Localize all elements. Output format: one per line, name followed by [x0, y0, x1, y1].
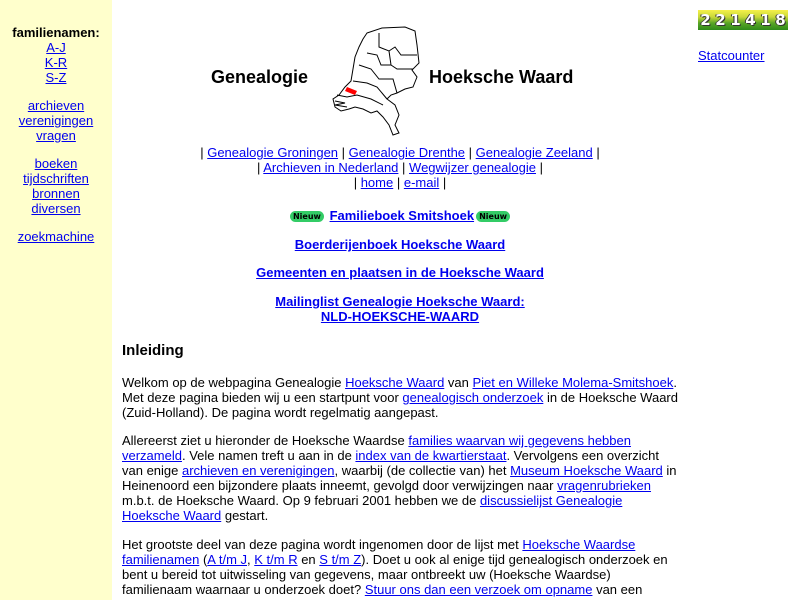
text: ,	[247, 552, 255, 567]
spacer	[0, 85, 112, 98]
sidebar-link-a-j[interactable]: A-J	[46, 40, 66, 55]
title-right: Hoeksche Waard	[429, 67, 574, 87]
text: . Met deze pagina bieden wij u een startpunt voor	[122, 375, 677, 405]
link-boerderijenboek[interactable]: Boerderijenboek Hoeksche Waard	[294, 237, 506, 252]
page-header	[202, 25, 622, 140]
separator: |	[396, 175, 404, 190]
link-a-tm-j[interactable]: A t/m J	[207, 552, 248, 567]
separator: |	[200, 145, 208, 160]
link-wegwijzer-genealogie[interactable]: Wegwijzer genealogie	[409, 160, 536, 175]
link-archieven-in-nederland[interactable]: Archieven in Nederland	[263, 160, 399, 175]
text: in Heinenoord een bijzondere plaats inneemt, gevolgd door verwijzingen naar	[122, 463, 677, 493]
text: gestart.	[221, 508, 269, 523]
statcounter-link[interactable]: Statcounter	[698, 48, 765, 63]
link-genealogisch-onderzoek[interactable]: genealogisch onderzoek	[402, 390, 544, 405]
nav-row-2	[122, 160, 678, 175]
link-families[interactable]: families waarvan wij gegevens hebben verzameld	[122, 433, 631, 463]
title-left: Genealogie	[211, 67, 309, 87]
separator: |	[539, 160, 543, 175]
text: . Vele namen treft u aan in de	[181, 448, 356, 463]
sidebar-link-vragen[interactable]: vragen	[36, 128, 76, 143]
separator: |	[402, 160, 410, 175]
counter-digit: 2	[700, 11, 711, 29]
new-badge-icon: Nieuw	[476, 211, 510, 222]
sidebar	[0, 0, 112, 600]
mailinglist-line-2: NLD-HOEKSCHE-WAARD	[320, 309, 480, 324]
featured-gemeenten	[122, 265, 678, 280]
visitor-counter[interactable]	[698, 10, 788, 30]
spacer	[0, 143, 112, 156]
sidebar-link-archieven[interactable]: archieven	[27, 98, 85, 113]
text: . Vervolgens een overzicht van enige	[122, 448, 659, 478]
counter-digit: 8	[775, 11, 786, 29]
link-museum-hoeksche-waard[interactable]: Museum Hoeksche Waard	[510, 463, 663, 478]
link-discussielijst[interactable]: discussielijst Genealogie Hoeksche Waard	[122, 493, 623, 523]
link-email[interactable]: e-mail	[403, 175, 440, 190]
link-familieboek-smitshoek[interactable]: Familieboek Smitshoek	[329, 208, 475, 223]
right-column	[698, 10, 798, 63]
link-k-tm-r[interactable]: K t/m R	[254, 552, 298, 567]
link-archieven-en-verenigingen[interactable]: archieven en verenigingen	[182, 463, 335, 478]
featured-familieboek	[122, 208, 678, 223]
nav-links	[122, 145, 678, 190]
text: (	[199, 552, 208, 567]
counter-digit: 2	[715, 11, 726, 29]
nav-row-3	[122, 175, 678, 190]
featured-boerderijenboek	[122, 237, 678, 252]
text: Het grootste deel van deze pagina wordt ingenomen door de lijst met	[122, 537, 523, 552]
link-vragenrubrieken[interactable]: vragenrubrieken	[557, 478, 652, 493]
section-heading: Inleiding	[122, 342, 184, 359]
nav-row-1	[122, 145, 678, 160]
link-piet-en-willeke[interactable]: Piet en Willeke Molema-Smitshoek	[472, 375, 674, 390]
familienamen-label: familienamen:	[12, 25, 100, 40]
separator: |	[596, 145, 600, 160]
separator: |	[442, 175, 447, 190]
link-hoeksche-waard[interactable]: Hoeksche Waard	[345, 375, 445, 390]
new-badge-icon: Nieuw	[290, 211, 324, 222]
link-genealogie-groningen[interactable]: Genealogie Groningen	[207, 145, 339, 160]
separator: |	[256, 160, 264, 175]
text: en	[297, 552, 320, 567]
link-familienamen[interactable]: Hoeksche Waardse familienamen	[122, 537, 636, 567]
featured-mailinglist	[122, 294, 678, 324]
text: , waarbij (de collectie van) het	[334, 463, 511, 478]
counter-digit: 4	[745, 11, 756, 29]
intro-paragraph-3	[122, 537, 682, 597]
link-mailinglist[interactable]	[275, 294, 524, 324]
sidebar-link-tijdschriften[interactable]: tijdschriften	[23, 171, 89, 186]
link-s-tm-z[interactable]: S t/m Z	[319, 552, 362, 567]
counter-digit: 1	[760, 11, 771, 29]
link-verzoek-opname[interactable]: Stuur ons dan een verzoek om opname	[364, 582, 593, 597]
link-gemeenten-en-plaatsen[interactable]: Gemeenten en plaatsen in de Hoeksche Waard	[256, 265, 544, 280]
separator: |	[353, 175, 361, 190]
separator: |	[468, 145, 476, 160]
link-genealogie-drenthe[interactable]: Genealogie Drenthe	[348, 145, 466, 160]
link-index-kwartierstaat[interactable]: index van de kwartierstaat	[355, 448, 507, 463]
sidebar-link-verenigingen[interactable]: verenigingen	[18, 113, 94, 128]
sidebar-link-boeken[interactable]: boeken	[34, 156, 78, 171]
text: van	[444, 375, 473, 390]
mailinglist-line-1: Mailinglist Genealogie Hoeksche Waard:	[275, 294, 525, 309]
text: van een	[592, 582, 643, 597]
link-home[interactable]: home	[360, 175, 394, 190]
text: in de Hoeksche Waard (Zuid-Holland). De pagina wordt regelmatig aangepast.	[122, 390, 678, 420]
separator: |	[341, 145, 349, 160]
sidebar-link-zoekmachine[interactable]: zoekmachine	[17, 229, 95, 244]
sidebar-link-k-r[interactable]: K-R	[44, 55, 68, 70]
text: Allereerst ziet u hieronder de Hoeksche Waardse	[122, 433, 409, 448]
intro-paragraph-2	[122, 433, 682, 523]
sidebar-link-bronnen[interactable]: bronnen	[32, 186, 80, 201]
text: m.b.t. de Hoeksche Waard. Op 9 februari 2001 hebben we de	[122, 493, 480, 508]
intro-paragraph-1	[122, 375, 682, 420]
sidebar-link-s-z[interactable]: S-Z	[45, 70, 67, 85]
text: ). Doet u ook al enige tijd genealogisch onderzoek en bent u bereid tot uitwisseling van gegevens, maar ontbreekt uw (Hoeksche Waardse) familienaam waarnaar u onderzoek doet?	[122, 552, 668, 597]
netherlands-map-icon	[327, 25, 427, 137]
counter-digit: 1	[730, 11, 741, 29]
sidebar-link-diversen[interactable]: diversen	[31, 201, 81, 216]
link-genealogie-zeeland[interactable]: Genealogie Zeeland	[475, 145, 593, 160]
text: Welkom op de webpagina Genealogie	[122, 375, 346, 390]
spacer	[0, 216, 112, 229]
